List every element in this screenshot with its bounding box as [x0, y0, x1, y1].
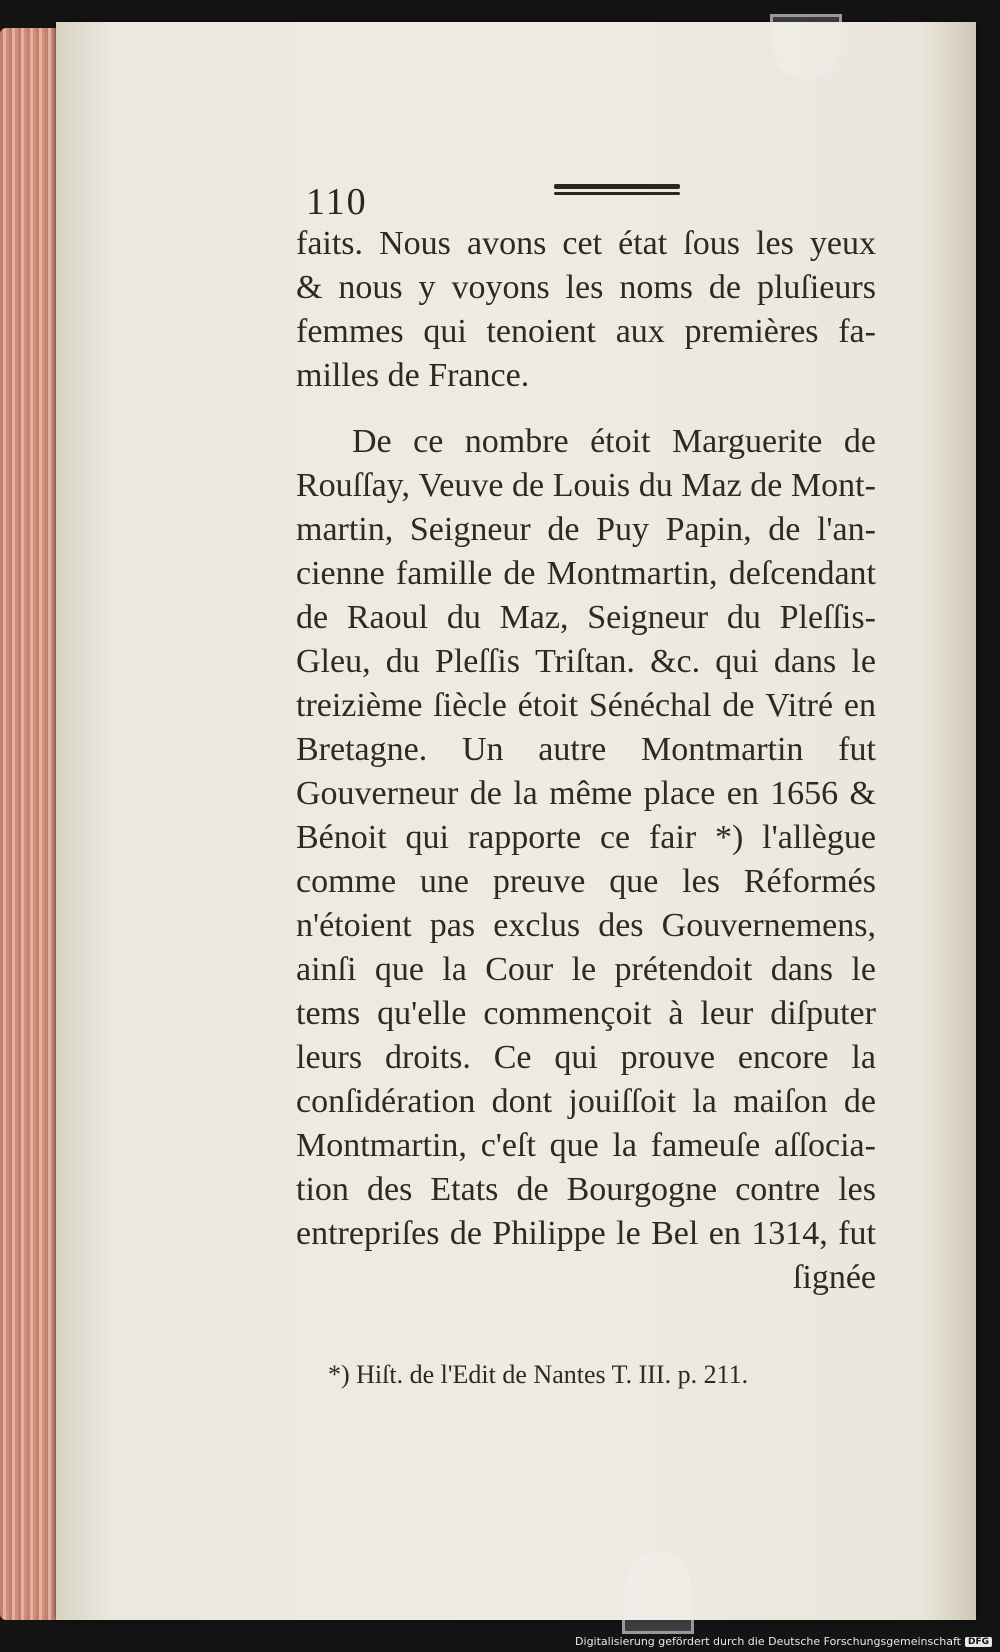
text-line: tems qu'elle commençoit à leur diſputer: [296, 995, 876, 1032]
book-edge: [0, 28, 60, 1620]
text-line: entrepriſes de Philippe le Bel en 1314, fut: [296, 1215, 876, 1252]
text-line: treizième ſiècle étoit Sénéchal de Vitré en: [296, 687, 876, 724]
credit-text: Digitalisierung gefördert durch die Deutsche Forschungsgemeinschaft: [575, 1635, 961, 1648]
text-line: Bretagne. Un autre Montmartin fut: [296, 731, 876, 768]
text-line: martin, Seigneur de Puy Papin, de l'an-: [296, 511, 876, 548]
text-line: Gleu, du Pleſſis Triſtan. &c. qui dans le: [296, 643, 876, 680]
text-line: leurs droits. Ce qui prouve encore la: [296, 1039, 876, 1076]
text-line: ainſi que la Cour le prétendoit dans le: [296, 951, 876, 988]
header-ornament: [554, 182, 680, 200]
text-line: n'étoient pas exclus des Gouvernemens,: [296, 907, 876, 944]
text-line: ſignée: [792, 1259, 876, 1296]
text-line: cienne famille de Montmartin, deſcendant: [296, 555, 876, 592]
dfg-credit: [575, 1635, 992, 1648]
text-line: Gouverneur de la même place en 1656 &: [296, 775, 876, 812]
footnote: *) Hiſt. de l'Edit de Nantes T. III. p. 211.: [328, 1360, 749, 1389]
text-line: tion des Etats de Bourgogne contre les: [296, 1171, 876, 1208]
dfg-logo-icon: DFG: [965, 1637, 992, 1647]
text-line: faits. Nous avons cet état ſous les yeux: [296, 225, 876, 262]
page-number: 110: [306, 181, 368, 223]
text-line: femmes qui tenoient aux premières fa-: [296, 313, 876, 350]
text-line: de Raoul du Maz, Seigneur du Pleſſis-: [296, 599, 876, 636]
text-line: Bénoit qui rapporte ce fair *) l'allègue: [296, 819, 876, 856]
text-line: conſidération dont jouiſſoit la maiſon de: [296, 1083, 876, 1120]
body-text: [296, 222, 876, 1300]
paragraph-gap: [296, 398, 876, 420]
text-line: De ce nombre étoit Marguerite de: [352, 423, 876, 460]
book-page: [56, 22, 976, 1620]
text-line: comme une preuve que les Réformés: [296, 863, 876, 900]
text-line: milles de France.: [296, 357, 530, 394]
text-line: Rouſſay, Veuve de Louis du Maz de Mont-: [296, 467, 876, 504]
page-content: [56, 22, 976, 1620]
text-line: Montmartin, c'eſt que la fameuſe aſſocia-: [296, 1127, 876, 1164]
text-line: & nous y voyons les noms de pluſieurs: [296, 269, 876, 306]
